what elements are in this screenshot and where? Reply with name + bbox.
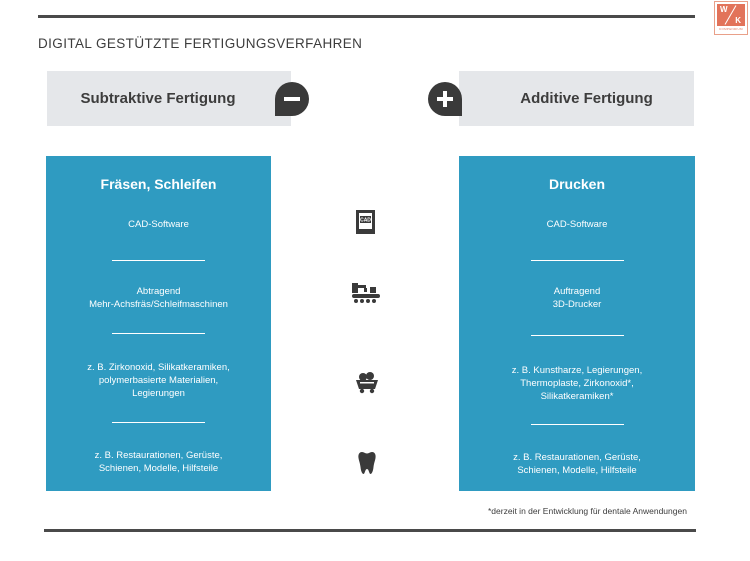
subtractive-column [46,156,271,491]
footnote: *derzeit in der Entwicklung für dentale Anwendungen [488,506,687,516]
additive-column-title: Drucken [548,176,606,192]
plus-icon [428,82,462,116]
divider [531,424,624,425]
divider [531,260,624,261]
subtractive-applications: z. B. Restaurationen, Gerüste, Schienen, Modelle, Hilfsteile [94,450,223,474]
additive-heading-label: Additive Fertigung [520,90,653,107]
top-rule [38,15,695,18]
logo-letter-k: K [735,16,741,25]
page-title: DIGITAL GESTÜTZTE FERTIGUNGSVERFAHREN [38,36,363,51]
conveyor-machine-icon [350,279,382,305]
subtractive-column-title: Fräsen, Schleifen [100,176,217,192]
logo-subtitle: KOMPENDIUM [719,27,743,31]
mine-cart-icon [354,370,380,394]
additive-process: Auftragend 3D-Drucker [552,286,602,310]
bottom-rule [44,529,696,532]
tooth-icon [358,451,376,475]
additive-software: CAD-Software [546,219,608,230]
divider [112,260,205,261]
divider [112,333,205,334]
additive-heading [459,71,694,126]
additive-column [459,156,695,491]
subtractive-heading-label: Subtraktive Fertigung [80,90,236,107]
svg-text:CAD: CAD [360,217,371,224]
minus-icon [275,82,309,116]
divider [531,335,624,336]
subtractive-software: CAD-Software [128,219,189,230]
subtractive-materials: z. B. Zirkonoxid, Silikatkeramiken, polymerbasierte Materialien, Legierungen [87,362,230,399]
additive-applications: z. B. Restaurationen, Gerüste, Schienen, Modelle, Hilfsteile [513,452,641,476]
divider [112,422,205,423]
additive-materials: z. B. Kunstharze, Legierungen, Thermoplaste, Zirkonoxid*, Silikatkeramiken* [511,365,643,402]
logo-mark [717,4,745,26]
subtractive-process: Abtragend Mehr-Achsfräs/Schleifmaschinen [89,286,228,310]
logo-letter-w: W [720,5,728,14]
subtractive-heading [47,71,291,126]
cad-file-icon [353,208,379,236]
brand-logo [714,1,748,35]
